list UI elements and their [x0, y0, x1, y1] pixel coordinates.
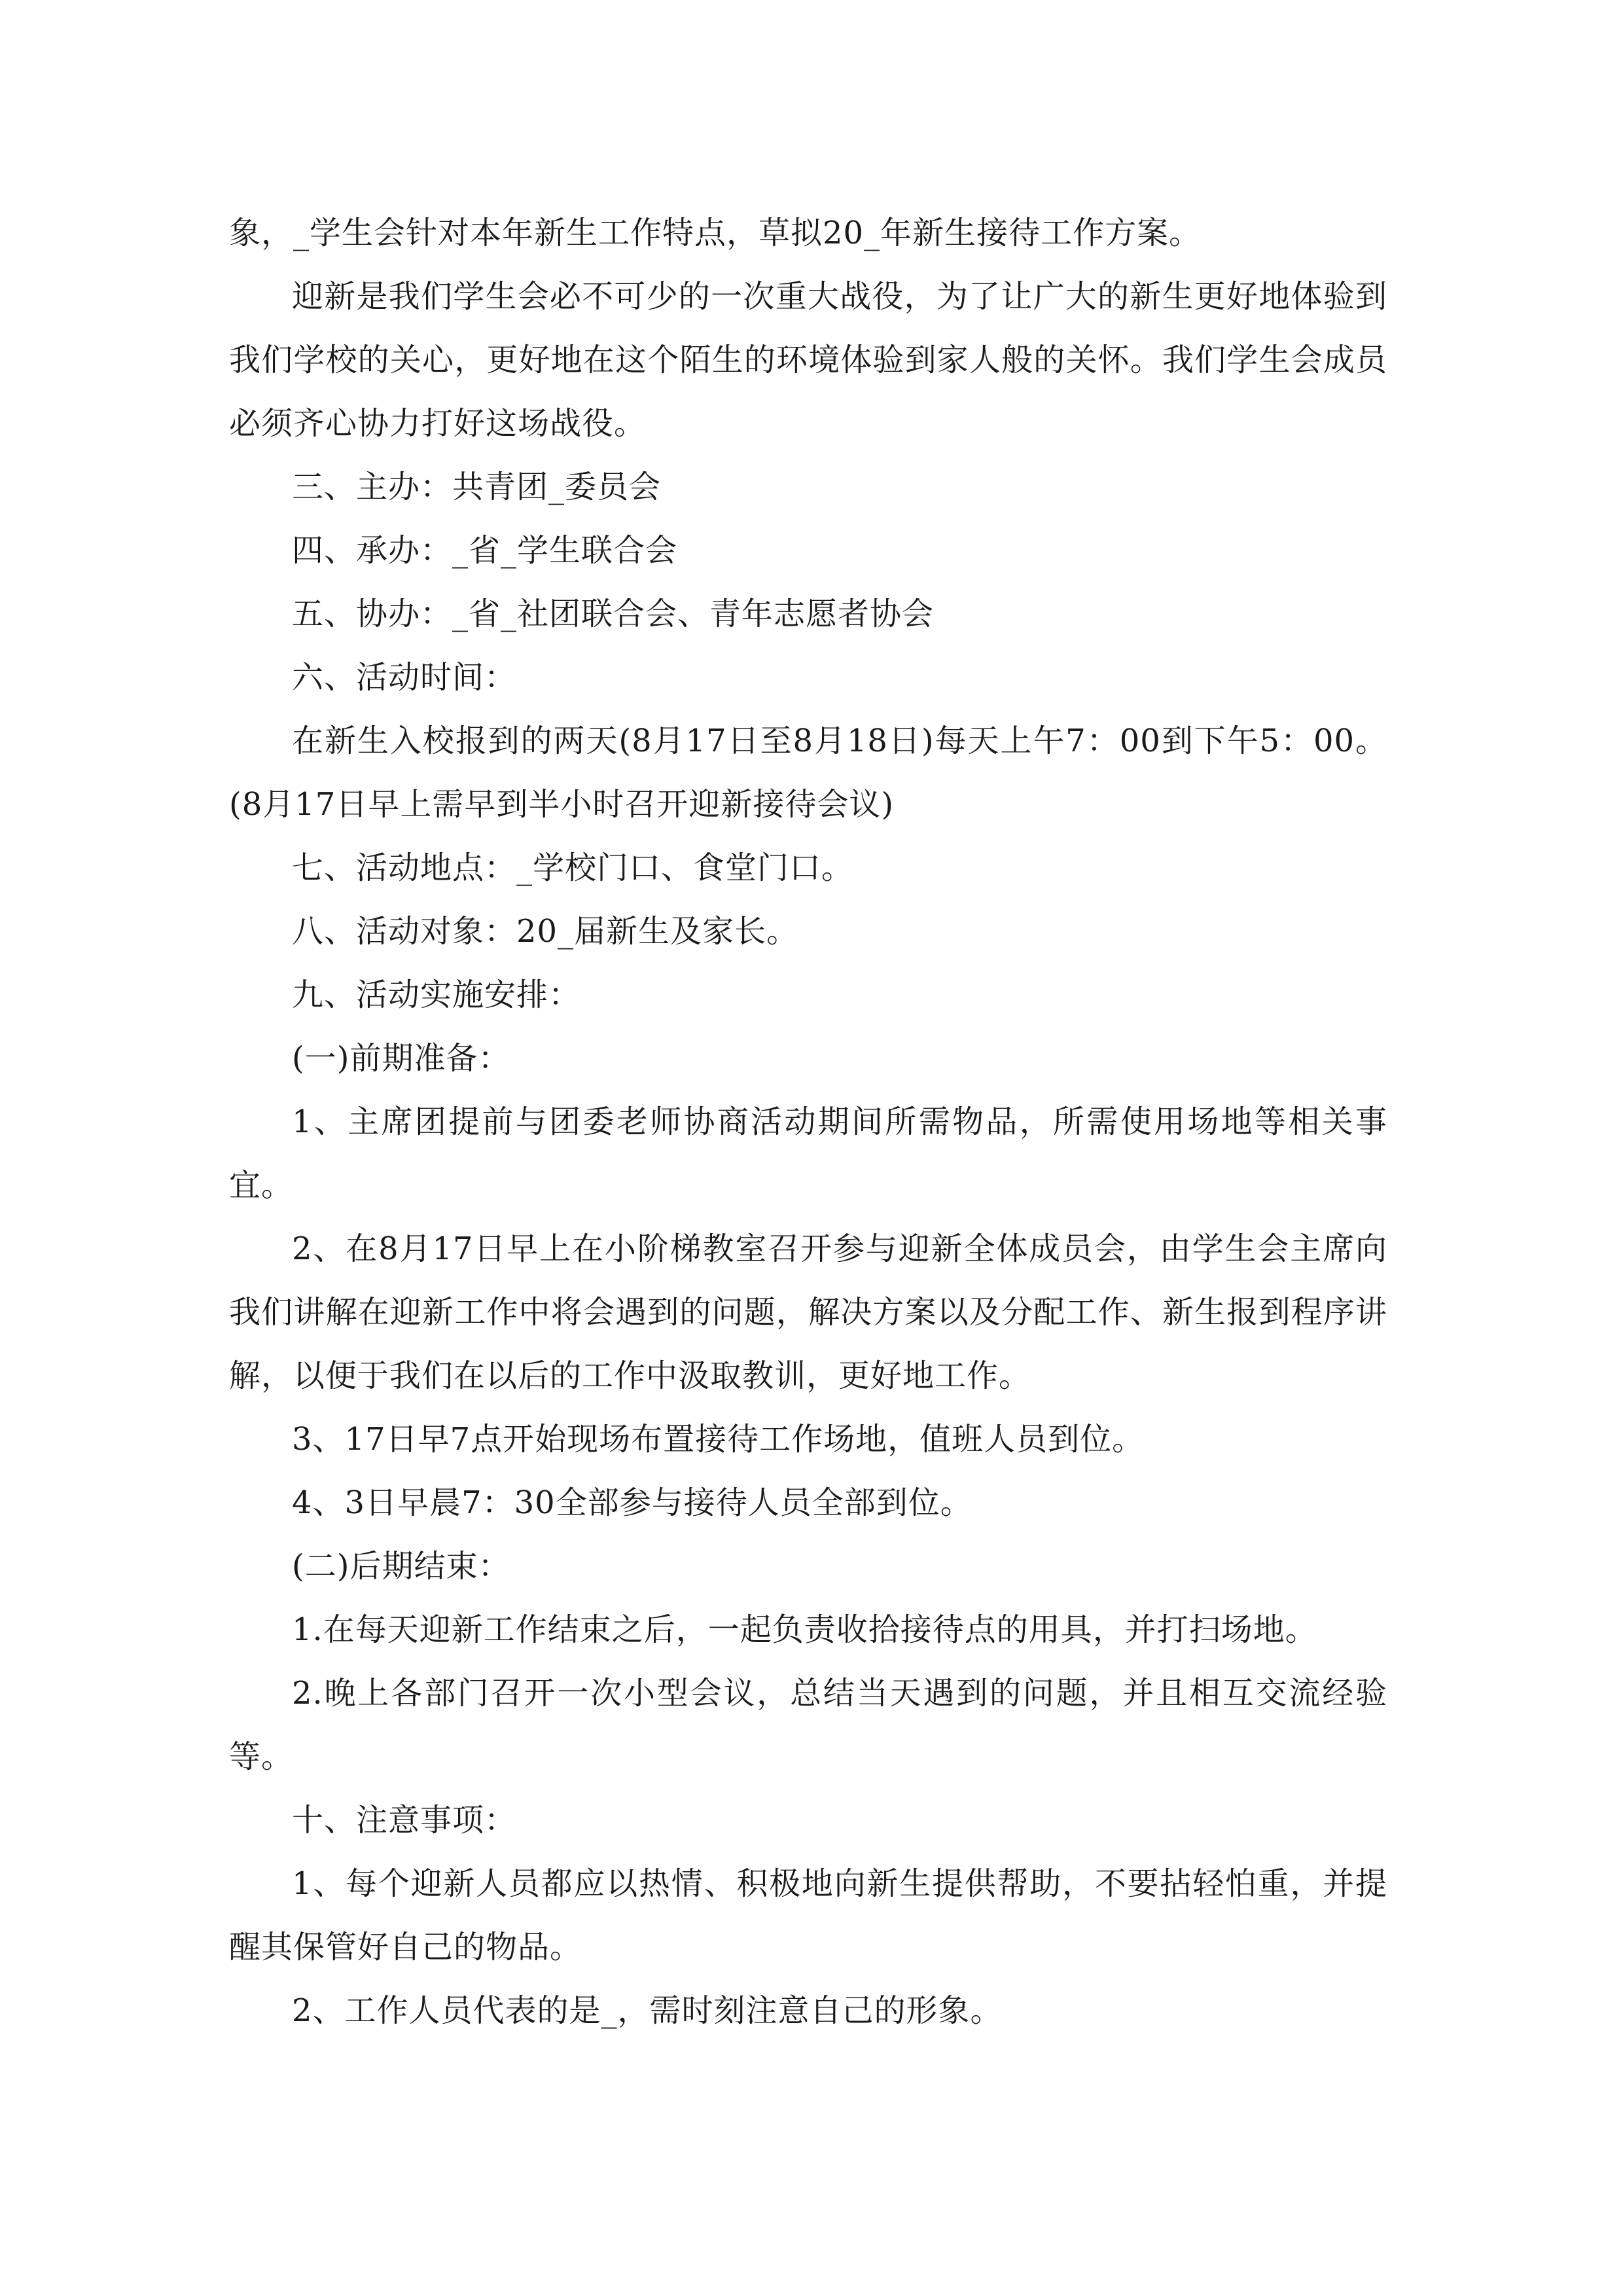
heading-notes: 十、注意事项：: [292, 1802, 517, 1839]
list-item-wrap-up-2: 2.晚上各部门召开一次小型会议，总结当天遇到的问题，并且相互交流经验等。: [229, 1675, 1387, 1775]
list-item-note-1: 1、每个迎新人员都应以热情、积极地向新生提供帮助，不要拈轻怕重，并提醒其保管好自己的物品。: [229, 1865, 1387, 1965]
paragraph-activity-location: 七、活动地点：_学校门口、食堂门口。: [292, 850, 854, 886]
list-item-prep-1: 1、主席团提前与团委老师协商活动期间所需物品，所需使用场地等相关事宜。: [229, 1103, 1387, 1204]
list-item-note-2: 2、工作人员代表的是_，需时刻注意自己的形象。: [292, 1992, 1003, 2029]
list-item-prep-2: 2、在8月17日早上在小阶梯教室召开参与迎新全体成员会，由学生会主席向我们讲解在迎新工作中将会遇到的问题，解决方案以及分配工作、新生报到程序讲解，以便于我们在以后的工作中汲取教训，更好地工作。: [229, 1230, 1387, 1394]
paragraph-activity-target: 八、活动对象：20_届新生及家长。: [292, 913, 799, 950]
document-body: [229, 202, 1387, 2043]
list-item-wrap-up-1: 1.在每天迎新工作结束之后，一起负责收拾接待点的用具，并打扫场地。: [292, 1611, 1317, 1648]
paragraph-organizer: 三、主办：共青团_委员会: [292, 469, 662, 505]
heading-implementation: 九、活动实施安排：: [292, 977, 581, 1013]
heading-preparation: (一)前期准备：: [292, 1040, 510, 1077]
paragraph-activity-time: 在新生入校报到的两天(8月17日至8月18日)每天上午7：00到下午5：00。(8月17日早上需早到半小时召开迎新接待会议): [229, 723, 1387, 823]
paragraph-co-organizer: 五、协办：_省_社团联合会、青年志愿者协会: [292, 596, 935, 632]
paragraph-undertaker: 四、承办：_省_学生联合会: [292, 532, 678, 569]
list-item-prep-3: 3、17日早7点开始现场布置接待工作场地，值班人员到位。: [292, 1421, 1145, 1458]
paragraph-continuation: 象，_学生会针对本年新生工作特点，草拟20_年新生接待工作方案。: [229, 215, 1202, 251]
list-item-prep-4: 4、3日早晨7：30全部参与接待人员全部到位。: [292, 1484, 972, 1521]
heading-wrap-up: (二)后期结束：: [292, 1548, 510, 1585]
heading-activity-time: 六、活动时间：: [292, 659, 517, 696]
paragraph-intro: 迎新是我们学生会必不可少的一次重大战役，为了让广大的新生更好地体验到我们学校的关心，更好地在这个陌生的环境体验到家人般的关怀。我们学生会成员必须齐心协力打好这场战役。: [229, 278, 1387, 442]
